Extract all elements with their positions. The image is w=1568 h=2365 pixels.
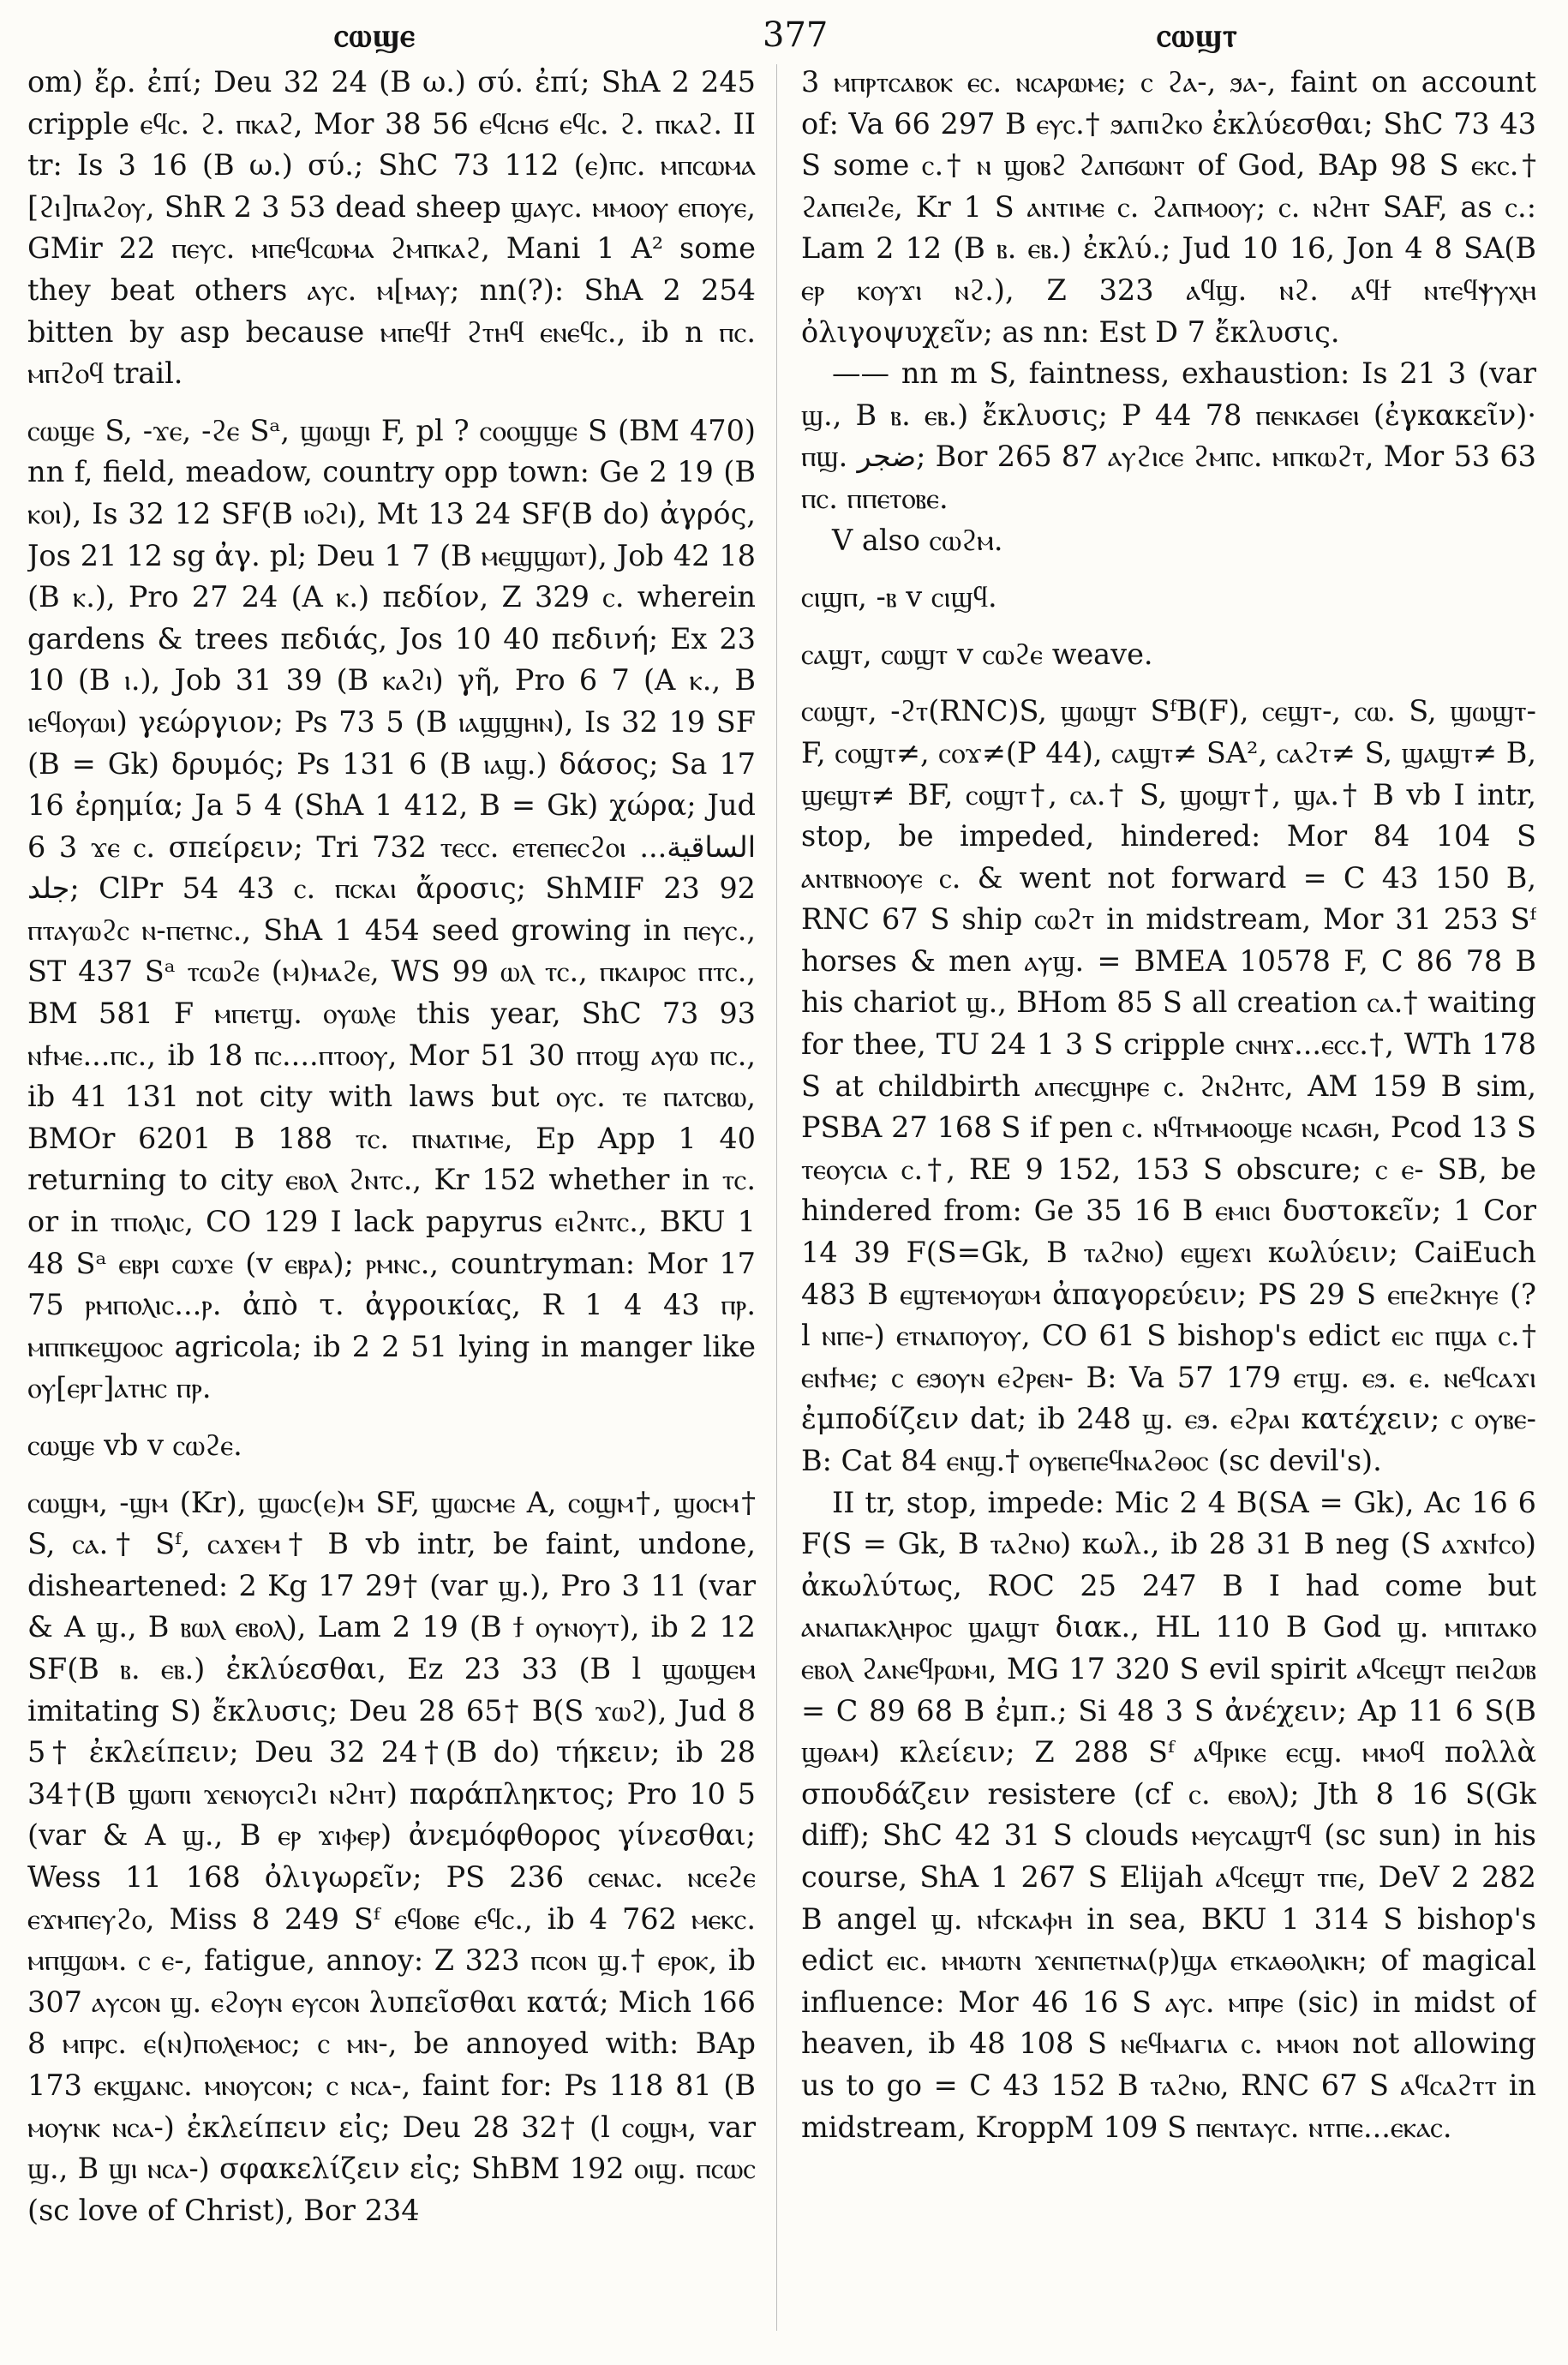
- left-running-headword: ⲥⲱϣⲉ: [334, 15, 416, 54]
- column-divider: [776, 64, 777, 2331]
- left-column: [27, 62, 756, 2348]
- right-running-headword: ⲥⲱϣⲧ: [1157, 15, 1238, 54]
- entry-cost-stop: ⲥⲱϣⲧ, -ϩⲧ(RNC)S, ϣⲱϣⲧ SᶠB(F), ⲥⲉϣⲧ-, ⲥⲱ. S, ϣⲱϣⲧ- F, ⲥⲟϣⲧ≠, ⲥⲟϫ≠(P 44), ⲥⲁϣⲧ≠ SA², ⲥⲁϩⲧ≠ S, ϣⲁϣⲧ≠ B, ϣⲉϣⲧ≠ BF, ⲥⲟϣⲧ†, ⲥⲁ.† S, ϣⲟϣⲧ†, ϣⲁ.† B vb I intr, stop, be impeded, hindered: Mor 84 104 S ⲁⲛⲧⲃⲛⲟⲟⲩⲉ ⲥ. & went not forward = C 43 150 B, RNC 67 S ship ⲥⲱϩⲧ in midstream, Mor 31 253 Sᶠ horses & men ⲁⲩϣ. = BMEA 10578 F, C 86 78 B his chariot ϣ., BHom 85 S all creation ⲥⲁ.† waiting for thee, TU 24 1 3 S cripple ⲥⲛⲏϫ...ⲉⲥⲥ.†, WTh 178 S at childbirth ⲁⲡⲉⲥϣⲏⲣⲉ ⲥ. ϩⲛϩⲏⲧⲥ, AM 159 B sim, PSBA 27 168 S if pen ⲥ. ⲛϥⲧⲙⲙⲟⲟϣⲉ ⲛⲥⲁϭⲏ, Pcod 13 S ⲧⲉⲟⲩⲥⲓⲁ ⲥ.†, RE 9 152, 153 S obscure; ⲥ ⲉ- SB, be hindered from: Ge 35 16 B ⲉⲙⲓⲥⲓ δυστοκεῖν; 1 Cor 14 39 F(S=Gk, B ⲧⲁϩⲛⲟ) ⲉϣⲉϫⲓ κωλύειν; CaiEuch 483 B ⲉϣⲧⲉⲙⲟⲩⲱⲙ ἀπαγορεύειν; PS 29 S ⲉⲡⲉϩⲕⲏⲩⲉ (? l ⲛⲡⲉ-) ⲉⲧⲛⲁⲡⲟⲩⲟⲩ, CO 61 S bishop's edict ⲉⲓⲥ ⲡϣⲁ ⲥ.† ⲉⲛϯⲙⲉ; ⲥ ⲉϧⲟⲩⲛ ⲉϩⲣⲉⲛ- B: Va 57 179 ⲉⲧϣ. ⲉϧ. ⲉ. ⲛⲉϥⲥⲁϫⲓ ἐμποδίζειν dat; ib 248 ϣ. ⲉϧ. ⲉϩⲣⲁⲓ κατέχειν; ⲥ ⲟⲩⲃⲉ- B: Cat 84 ⲉⲛϣ.† ⲟⲩⲃⲉⲡⲉϥⲛⲁϩⲑⲟⲥ (sc devil's).: [801, 694, 1536, 1477]
- see-also-note: V also ⲥⲱϩⲙ.: [832, 523, 1003, 557]
- right-continuation-paragraph: 3 ⲙⲡⲣⲧⲥⲁⲃⲟⲕ ⲉⲥ. ⲛⲥⲁⲣⲱⲙⲉ; ⲥ ϩⲁ-, ϧⲁ-, faint on account of: Va 66 297 B ⲉⲩⲥ.† ϧⲁⲡⲓϩⲕⲟ ἐκλύεσθαι; ShC 73 43 S some ⲥ.† ⲛ ϣⲟⲃϩ ϩⲁⲡϭⲱⲛⲧ of God, BAp 98 S ⲉⲕⲥ.† ϩⲁⲡⲉⲓϩⲉ, Kr 1 S ⲁⲛⲧⲓⲙⲉ ⲥ. ϩⲁⲡⲙⲟⲟⲩ; ⲥ. ⲛϩⲏⲧ SAF, as ⲥ.: Lam 2 12 (B ⲃ. ⲉⲃ.) ἐκλύ.; Jud 10 16, Jon 4 8 SA(B ⲉⲣ ⲕⲟⲩϫⲓ ⲛϩ.), Z 323 ⲁϥϣ. ⲛϩ. ⲁϥϯ ⲛⲧⲉϥⲯⲩⲭⲏ ὀλιγοψυχεῖν; as nn: Est D 7 ἔκλυσις.: [801, 65, 1536, 349]
- page-header: [26, 15, 1542, 58]
- entry-sast-xref: ⲥⲁϣⲧ, ⲥⲱϣⲧ v ⲥⲱϩⲉ weave.: [801, 637, 1153, 671]
- page-number: 377: [763, 15, 829, 55]
- entry-cose-field: ⲥⲱϣⲉ S, -ϫⲉ, -ϩⲉ Sᵃ, ϣⲱϣⲓ F, pl ? ⲥⲟⲟϣϣⲉ S (BM 470) nn f, field, meadow, country opp town: Ge 2 19 (B ⲕⲟⲓ), Is 32 12 SF(B ⲓⲟϩⲓ), Mt 13 24 SF(B do) ἀγρός, Jos 21 12 sg ἀγ. pl; Deu 1 7 (B ⲙⲉϣϣⲱⲧ), Job 42 18 (B ⲕ.), Pro 27 24 (A ⲕ.) πεδίον, Z 329 ⲥ. wherein gardens & trees πεδιάς, Jos 10 40 πεδινή; Ex 23 10 (B ⲓ.), Job 31 39 (B ⲕⲁϩⲓ) γῆ, Pro 6 7 (A ⲕ., B ⲓⲉϥⲟⲩⲱⲓ) γεώργιον; Ps 73 5 (B ⲓⲁϣϣⲏⲛ), Is 32 19 SF (B = Gk) δρυμός; Ps 131 6 (B ⲓⲁϣ.) δάσος; Sa 17 16 ἐρημία; Ja 5 4 (ShA 1 412, B = Gk) χώρα; Jud 6 3 ϫⲉ ⲥ. σπείρειν; Tri 732 ⲧⲉⲥⲥ. ⲉⲧⲉⲡⲉⲥϩⲟⲓ الساقية... جلد; ClPr 54 43 ⲥ. ⲡⲥⲕⲁⲓ ἄροσις; ShMIF 23 92 ⲡⲧⲁⲩⲱϩⲥ ⲛ-ⲡⲉⲧⲛⲥ., ShA 1 454 seed growing in ⲡⲉⲩⲥ., ST 437 Sᵃ ⲧⲥⲱϩⲉ (ⲙ)ⲙⲁϩⲉ, WS 99 ⲱⲗ ⲧⲥ., ⲡⲕⲁⲓⲣⲟⲥ ⲡⲧⲥ., BM 581 F ⲙⲡⲉⲧϣ. ⲟⲩⲱⲗⲉ this year, ShC 73 93 ⲛϯⲙⲉ...ⲡⲥ., ib 18 ⲡⲥ....ⲡⲧⲟⲟⲩ, Mor 51 30 ⲡⲧⲟϣ ⲁⲩⲱ ⲡⲥ., ib 41 131 not city with laws but ⲟⲩⲥ. ⲧⲉ ⲡⲁⲧⲥⲃⲱ, BMOr 6201 B 188 ⲧⲥ. ⲡⲛⲁⲧⲓⲙⲉ, Ep App 1 40 returning to city ⲉⲃⲟⲗ ϩⲛⲧⲥ., Kr 152 whether in ⲧⲥ. or in ⲧⲡⲟⲗⲓⲥ, CO 129 I lack papyrus ⲉⲓϩⲛⲧⲥ., BKU 1 48 Sᵃ ⲉⲃⲣⲓ ⲥⲱϫⲉ (v ⲉⲃⲣⲁ); ⲣⲙⲛⲥ., countryman: Mor 17 75 ⲣⲙⲡⲟⲗⲓⲥ...ⲣ. ἀπὸ τ. ἀγροικίας, R 1 4 43 ⲡⲣ. ⲙⲡⲡⲕⲉϣⲟⲟⲥ agricola; ib 2 2 51 lying in manger like ⲟⲩ[ⲉⲣⲅ]ⲁⲧⲏⲥ ⲡⲣ.: [27, 413, 756, 1405]
- entry-cosm-be-faint: ⲥⲱϣⲙ, -ϣⲙ (Kr), ϣⲱⲥ(ⲉ)ⲙ SF, ϣⲱⲥⲙⲉ A, ⲥⲟϣⲙ†, ϣⲟⲥⲙ† S, ⲥⲁ.† Sᶠ, ⲥⲁϫⲉⲙ† B vb intr, be faint, undone, disheartened: 2 Kg 17 29† (var ϣ.), Pro 3 11 (var & A ϣ., B ⲃⲱⲗ ⲉⲃⲟⲗ), Lam 2 19 (B ϯ ⲟⲩⲛⲟⲩⲧ), ib 2 12 SF(B ⲃ. ⲉⲃ.) ἐκλύεσθαι, Ez 23 33 (B l ϣⲱϣⲉⲙ imitating S) ἔκλυσις; Deu 28 65† B(S ϫⲱϩ), Jud 8 5† ἐκλείπειν; Deu 32 24†(B do) τήκειν; ib 28 34†(B ϣⲱⲡⲓ ϫⲉⲛⲟⲩⲥⲓϩⲓ ⲛϩⲏⲧ) παράπληκτος; Pro 10 5 (var & A ϣ., B ⲉⲣ ϫⲓⲫⲉⲣ) ἀνεμόφθορος γίνεσθαι; Wess 11 168 ὀλιγωρεῖν; PS 236 ⲥⲉⲛⲁⲥ. ⲛⲥⲉϩⲉ ⲉϫⲙⲡⲉⲩϩⲟ, Miss 8 249 Sᶠ ⲉϥⲟⲃⲉ ⲉϥⲥ., ib 4 762 ⲙⲉⲕⲥ. ⲙⲡϣⲱⲙ. ⲥ ⲉ-, fatigue, annoy: Z 323 ⲡⲥⲟⲛ ϣ.† ⲉⲣⲟⲕ, ib 307 ⲁⲩⲥⲟⲛ ϣ. ⲉϩⲟⲩⲛ ⲉⲩⲥⲟⲛ λυπεῖσθαι κατά; Mich 166 8 ⲙⲡⲣⲥ. ⲉ(ⲛ)ⲡⲟⲗⲉⲙⲟⲥ; ⲥ ⲙⲛ-, be annoyed with: BAp 173 ⲉⲕϣⲁⲛⲥ. ⲙⲛⲟⲩⲥⲟⲛ; ⲥ ⲛⲥⲁ-, faint for: Ps 118 81 (B ⲙⲟⲩⲛⲕ ⲛⲥⲁ-) ἐκλείπειν εἰς; Deu 28 32† (l ⲥⲟϣⲙ, var ϣ., B ϣⲓ ⲛⲥⲁ-) σφακελίζειν εἰς; ShBM 192 ⲟⲓϣ. ⲡⲥⲱⲥ (sc love of Christ), Bor 234: [27, 1485, 756, 2227]
- right-column: [801, 62, 1536, 2348]
- subentry-transitive: II tr, stop, impede: Mic 2 4 B(SA = Gk), Ac 16 6 F(S = Gk, B ⲧⲁϩⲛⲟ) κωλ., ib 28 31 B neg (S ⲁϫⲛϯⲥⲟ) ἀκωλύτως, ROC 25 247 B I had come but ⲁⲛⲁⲡⲁⲕⲗⲏⲣⲟⲥ ϣⲁϣⲧ διακ., HL 110 B God ϣ. ⲙⲡⲓⲧⲁⲕⲟ ⲉⲃⲟⲗ ϩⲁⲛⲉϥⲣⲱⲙⲓ, MG 17 320 S evil spirit ⲁϥⲥⲉϣⲧ ⲡⲉⲓϩⲱⲃ = C 89 68 B ἐμπ.; Si 48 3 S ἀνέχειν; Ap 11 6 S(B ϣⲑⲁⲙ) κλείειν; Z 288 Sᶠ ⲁϥⲣⲓⲕⲉ ⲉⲥϣ. ⲙⲙⲟϥ πολλὰ σπουδάζειν resistere (cf ⲥ. ⲉⲃⲟⲗ); Jth 8 16 S(Gk diff); ShC 42 31 S clouds ⲙⲉⲩⲥⲁϣⲧϥ (sc sun) in his course, ShA 1 267 S Elijah ⲁϥⲥⲉϣⲧ ⲧⲡⲉ, DeV 2 282 B angel ϣ. ⲛϯⲥⲕⲁⲫⲏ in sea, BKU 1 314 S bishop's edict ⲉⲓⲥ. ⲙⲙⲱⲧⲛ ϫⲉⲛⲡⲉⲧⲛⲁ(ⲣ)ϣⲁ ⲉⲧⲕⲁⲑⲟⲗⲓⲕⲏ; of magical influence: Mor 46 16 S ⲁⲩⲥ. ⲙⲡⲣⲉ (sic) in midst of heaven, ib 48 108 S ⲛⲉϥⲙⲁⲅⲓⲁ ⲥ. ⲙⲙⲟⲛ not allowing us to go = C 43 152 B ⲧⲁϩⲛⲟ, RNC 67 S ⲁϥⲥⲁϩⲧⲧ in midstream, KroppM 109 S ⲡⲉⲛⲧⲁⲩⲥ. ⲛⲧⲡⲉ...ⲉⲕⲁⲥ.: [801, 1485, 1536, 2144]
- entry-cose-verb-xref: ⲥⲱϣⲉ vb v ⲥⲱϩⲉ.: [27, 1428, 242, 1462]
- left-continuation-paragraph: om) ἔρ. ἐπί; Deu 32 24 (B ω.) σύ. ἐπί; ShA 2 245 cripple ⲉϥⲥ. ϩ. ⲡⲕⲁϩ, Mor 38 56 ⲉϥⲥⲏϭ ⲉϥⲥ. ϩ. ⲡⲕⲁϩ. II tr: Is 3 16 (B ω.) σύ.; ShC 73 112 (ⲉ)ⲡⲥ. ⲙⲡⲥⲱⲙⲁ [ϩⲓ]ⲡⲁϩⲟⲩ, ShR 2 3 53 dead sheep ϣⲁⲩⲥ. ⲙⲙⲟⲟⲩ ⲉⲡⲟⲩⲉ, GMir 22 ⲡⲉⲩⲥ. ⲙⲡⲉϥⲥⲱⲙⲁ ϩⲙⲡⲕⲁϩ, Mani 1 A² some they beat others ⲁⲩⲥ. ⲙ[ⲙⲁⲩ; nn(?): ShA 2 254 bitten by asp because ⲙⲡⲉϥϯ ϩⲧⲏϥ ⲉⲛⲉϥⲥ., ib n ⲡⲥ. ⲙⲡϩⲟϥ trail.: [27, 65, 756, 391]
- entry-sisp-xref: ⲥⲓϣⲡ, -ⲃ v ⲥⲓϣϥ.: [801, 580, 997, 614]
- subentry-nn-faintness: —— nn m S, faintness, exhaustion: Is 21 3 (var ϣ., B ⲃ. ⲉⲃ.) ἔκλυσις; P 44 78 ⲡⲉⲛⲕⲁϭⲉⲓ (ἐγκακεῖν)· ⲡϣ. ضجر; Bor 265 87 ⲁⲩϩⲓⲥⲉ ϩⲙⲡⲥ. ⲙⲡⲕⲱϩⲧ, Mor 53 63 ⲡⲥ. ⲡⲡⲉⲧⲟⲃⲉ.: [801, 356, 1536, 515]
